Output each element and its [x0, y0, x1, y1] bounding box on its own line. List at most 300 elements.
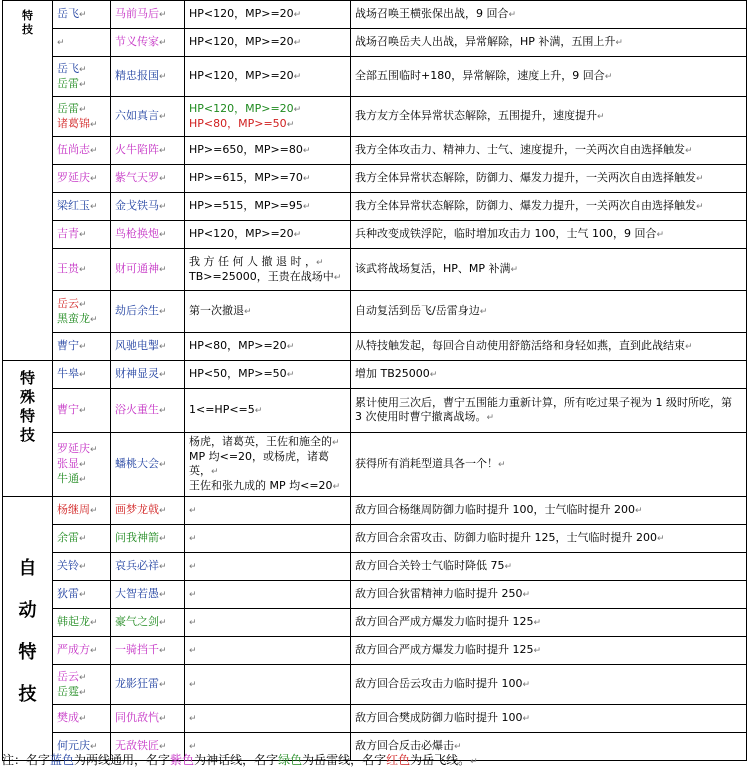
paragraph-mark-icon: ↵ [533, 646, 542, 656]
paragraph-mark-icon: ↵ [159, 174, 167, 184]
skill-effect-cell [351, 637, 747, 665]
paragraph-mark-icon: ↵ [510, 265, 519, 275]
paragraph-mark-icon: ↵ [79, 265, 87, 275]
paragraph-mark-icon: ↵ [189, 506, 197, 516]
trigger-condition-cell [185, 97, 351, 137]
skill-name-cell [111, 57, 185, 97]
table-row [3, 137, 747, 165]
skill-effect: 敌方回合反击必爆击 [355, 739, 454, 752]
general-name: 曹宁 [57, 403, 79, 416]
skill-name: 风驰电掣 [115, 339, 159, 352]
paragraph-mark-icon: ↵ [498, 460, 506, 470]
skill-name-cell [111, 389, 185, 433]
skill-name-cell [111, 249, 185, 291]
paragraph-mark-icon: ↵ [159, 714, 167, 724]
general-name: 岳飞 [57, 7, 79, 20]
table-row [3, 193, 747, 221]
general-name: 余雷 [57, 531, 79, 544]
paragraph-mark-icon: ↵ [634, 506, 643, 516]
general-name-cell [53, 291, 111, 333]
trigger-condition: HP<120，MP>=20 [189, 69, 294, 82]
paragraph-mark-icon: ↵ [79, 406, 87, 416]
paragraph-mark-icon: ↵ [159, 460, 167, 470]
paragraph-mark-icon: ↵ [90, 174, 98, 184]
skill-effect-cell [351, 57, 747, 97]
skill-name-cell [111, 705, 185, 733]
paragraph-mark-icon: ↵ [293, 10, 302, 20]
skill-effect: 敌方回合严成方爆发力临时提升 125 [355, 615, 534, 628]
trigger-condition-cell [185, 665, 351, 705]
trigger-condition-cell [185, 609, 351, 637]
skill-effect: 自动复活到岳飞/岳雷身边 [355, 304, 480, 317]
skill-name: 豪气之剑 [115, 615, 159, 628]
trigger-condition: 杨虎，诸葛英，王佐和施全的 [189, 435, 332, 448]
table-row [3, 389, 747, 433]
paragraph-mark-icon: ↵ [79, 687, 87, 698]
trigger-condition-cell [185, 29, 351, 57]
trigger-condition-cell [185, 361, 351, 389]
skill-name: 节义传家 [115, 35, 159, 48]
skill-effect-cell [351, 291, 747, 333]
paragraph-mark-icon: ↵ [685, 342, 693, 352]
legend-note-part: 绿色 [278, 753, 303, 767]
paragraph-mark-icon: ↵ [159, 590, 167, 600]
skill-name: 精忠报国 [115, 69, 159, 82]
paragraph-mark-icon: ↵ [79, 590, 87, 600]
table-row [3, 497, 747, 525]
paragraph-mark-icon: ↵ [159, 506, 167, 516]
skill-name-cell [111, 525, 185, 553]
trigger-condition-cell [185, 249, 351, 291]
paragraph-mark-icon: ↵ [79, 370, 87, 380]
general-name-cell [53, 165, 111, 193]
general-name-cell [53, 193, 111, 221]
paragraph-mark-icon: ↵ [79, 534, 87, 544]
skill-name: 劫后余生 [115, 304, 159, 317]
skill-effect: 获得所有消耗型道具各一个！ [355, 457, 498, 470]
section-title-char: 技 [22, 23, 33, 36]
skill-effect-cell [351, 1, 747, 29]
general-name: 吉青 [57, 227, 79, 240]
skill-effect-cell [351, 29, 747, 57]
skill-name-cell [111, 637, 185, 665]
paragraph-mark-icon: ↵ [79, 672, 87, 683]
general-name: 牛皋 [57, 367, 79, 380]
trigger-condition-cell [185, 1, 351, 29]
table-row [3, 705, 747, 733]
paragraph-mark-icon: ↵ [479, 307, 488, 317]
general-name-cell [53, 665, 111, 705]
general-name-cell [53, 637, 111, 665]
skill-effect: 战场召唤岳夫人出战，异常解除，HP 补满，五围上升 [355, 35, 616, 48]
paragraph-mark-icon: ↵ [79, 299, 87, 310]
general-name-cell [53, 361, 111, 389]
skill-effect-cell [351, 97, 747, 137]
general-name: 岳云 [57, 669, 79, 683]
legend-note-part: 紫色 [170, 753, 195, 767]
skill-name: 一骑挡千 [115, 643, 159, 656]
paragraph-mark-icon: ↵ [90, 119, 98, 130]
section-title-char: 技 [19, 426, 35, 444]
paragraph-mark-icon: ↵ [79, 79, 87, 90]
skill-effect-cell [351, 497, 747, 525]
paragraph-mark-icon: ↵ [159, 742, 167, 752]
skill-name: 龙影狂雷 [115, 677, 159, 690]
skill-effect: 我方全体攻击力、精神力、士气、速度提升，一关两次自由选择触发 [355, 143, 685, 156]
general-name: 关铃 [57, 559, 79, 572]
table-row [3, 609, 747, 637]
skill-name: 大智若愚 [115, 587, 159, 600]
paragraph-mark-icon: ↵ [302, 202, 311, 212]
paragraph-mark-icon: ↵ [189, 534, 197, 544]
general-name: 黑蛮龙 [57, 311, 90, 325]
trigger-condition-cell [185, 333, 351, 361]
paragraph-mark-icon: ↵ [90, 742, 98, 752]
skill-effect: 增加 TB25000 [355, 367, 430, 380]
table-row [3, 581, 747, 609]
trigger-condition-cell [185, 581, 351, 609]
skill-name-cell [111, 361, 185, 389]
skill-effect: 战场召唤王横张保出战，9 回合 [355, 7, 509, 20]
legend-note-part: 为两线通用，名字 [74, 753, 171, 767]
table-row [3, 1, 747, 29]
skill-effect-cell [351, 433, 747, 497]
legend-note-part: 为岳雷线，名字 [302, 753, 387, 767]
trigger-condition-cell [185, 433, 351, 497]
trigger-condition-cell [185, 193, 351, 221]
skill-name-cell [111, 193, 185, 221]
skill-effect-cell [351, 525, 747, 553]
skill-name-cell [111, 609, 185, 637]
trigger-condition: 第一次撤退 [189, 304, 244, 317]
trigger-condition-cell [185, 389, 351, 433]
paragraph-mark-icon: ↵ [159, 38, 167, 48]
general-name: 狄雷 [57, 587, 79, 600]
paragraph-mark-icon: ↵ [293, 72, 302, 82]
paragraph-mark-icon: ↵ [286, 370, 295, 380]
paragraph-mark-icon: ↵ [522, 714, 531, 724]
section-title [3, 1, 53, 361]
paragraph-mark-icon: ↵ [159, 230, 167, 240]
skill-name: 蟠桃大会 [115, 457, 159, 470]
table-row [3, 665, 747, 705]
table-row [3, 333, 747, 361]
trigger-condition: TB>=25000，王贵在战场中 [189, 269, 334, 283]
skill-name: 问我神箭 [115, 531, 159, 544]
paragraph-mark-icon: ↵ [90, 506, 98, 516]
paragraph-mark-icon: ↵ [90, 202, 98, 212]
skill-name: 财神显灵 [115, 367, 159, 380]
table-row [3, 97, 747, 137]
skill-name: 紫气天罗 [115, 171, 159, 184]
skill-name: 无敌铁匠 [115, 739, 159, 752]
general-name: 梁红玉 [57, 199, 90, 212]
skill-name-cell [111, 497, 185, 525]
trigger-condition: HP>=615，MP>=70 [189, 171, 303, 184]
skill-name: 六如真言 [115, 109, 159, 122]
general-name-cell [53, 389, 111, 433]
general-name: 岳霆 [57, 684, 79, 698]
paragraph-mark-icon: ↵ [159, 646, 167, 656]
trigger-condition-cell [185, 705, 351, 733]
paragraph-mark-icon: ↵ [159, 370, 167, 380]
general-name: 牛通 [57, 472, 79, 485]
paragraph-mark-icon: ↵ [90, 146, 98, 156]
skill-effect-cell [351, 361, 747, 389]
section-title-char: 特 [18, 641, 37, 663]
general-name: 曹宁 [57, 339, 79, 352]
paragraph-mark-icon: ↵ [696, 202, 704, 212]
skill-effect: 累计使用三次后，曹宁五围能力重新计算，所有吃过果子视为 1 级时所吃，第 3 次使用时曹宁撤离战场。 [355, 396, 732, 423]
paragraph-mark-icon: ↵ [211, 467, 219, 477]
paragraph-mark-icon: ↵ [90, 314, 98, 325]
trigger-condition: 1<=HP<=5 [189, 403, 255, 416]
skill-effect: 敌方回合岳云攻击力临时提升 100 [355, 677, 523, 690]
table-row [3, 433, 747, 497]
general-name: 伍尚志 [57, 143, 90, 156]
general-name: 岳雷 [57, 101, 79, 115]
paragraph-mark-icon: ↵ [189, 680, 197, 690]
skill-name-cell [111, 581, 185, 609]
paragraph-mark-icon: ↵ [615, 38, 623, 48]
paragraph-mark-icon: ↵ [332, 438, 340, 448]
paragraph-mark-icon: ↵ [159, 307, 167, 317]
trigger-condition: HP<120，MP>=20 [189, 35, 294, 48]
general-name: 何元庆 [57, 739, 90, 752]
skill-name-cell [111, 433, 185, 497]
paragraph-mark-icon: ↵ [656, 230, 665, 240]
section-title [3, 497, 53, 761]
trigger-condition: 王佐和张九成的 MP 均<=20 [189, 479, 333, 492]
general-name-cell [53, 137, 111, 165]
skill-effect: 我方友方全体异常状态解除，五围提升，速度提升 [355, 109, 597, 122]
paragraph-mark-icon: ↵ [79, 342, 87, 352]
table-row [3, 291, 747, 333]
paragraph-mark-icon: ↵ [189, 742, 197, 752]
paragraph-mark-icon: ↵ [254, 406, 263, 416]
legend-note-part: 红色 [386, 753, 411, 767]
general-name-cell [53, 609, 111, 637]
general-name-cell [53, 497, 111, 525]
trigger-condition: HP<120，MP>=20 [189, 227, 294, 240]
skill-name: 画梦龙戟 [115, 503, 159, 516]
paragraph-mark-icon: ↵ [79, 714, 87, 724]
paragraph-mark-icon: ↵ [508, 10, 517, 20]
skill-effect-cell [351, 193, 747, 221]
skill-name-cell [111, 165, 185, 193]
skill-effect: 该武将战场复活，HP、MP 补满 [355, 262, 511, 275]
section-title-char: 特 [22, 9, 33, 22]
skill-effect-cell [351, 221, 747, 249]
paragraph-mark-icon: ↵ [286, 119, 295, 130]
paragraph-mark-icon: ↵ [159, 72, 167, 82]
skill-name-cell [111, 553, 185, 581]
trigger-condition: HP>=515，MP>=95 [189, 199, 303, 212]
trigger-condition-cell [185, 57, 351, 97]
skill-name: 火牛陷阵 [115, 143, 159, 156]
paragraph-mark-icon: ↵ [429, 370, 438, 380]
paragraph-mark-icon: ↵ [685, 146, 693, 156]
skill-name-cell [111, 333, 185, 361]
paragraph-mark-icon: ↵ [696, 174, 704, 184]
skill-name-cell [111, 291, 185, 333]
skill-effect-cell [351, 249, 747, 291]
paragraph-mark-icon: ↵ [90, 445, 98, 455]
legend-note-part: 注：名字 [2, 753, 51, 767]
paragraph-mark-icon: ↵ [159, 202, 167, 212]
skill-effect: 敌方回合杨继周防御力临时提升 100，士气临时提升 200 [355, 503, 635, 516]
general-name: 罗延庆 [57, 442, 90, 455]
skill-effect: 我方全体异常状态解除，防御力、爆发力提升，一关两次自由选择触发 [355, 199, 696, 212]
section-title-char: 殊 [19, 388, 35, 406]
paragraph-mark-icon: ↵ [79, 562, 87, 572]
skill-name-cell [111, 97, 185, 137]
table-row [3, 221, 747, 249]
skill-name: 浴火重生 [115, 403, 159, 416]
skill-name: 同仇敌忾 [115, 711, 159, 724]
paragraph-mark-icon: ↵ [79, 460, 87, 470]
skill-effect: 敌方回合樊成防御力临时提升 100 [355, 711, 523, 724]
paragraph-mark-icon: ↵ [159, 680, 167, 690]
paragraph-mark-icon: ↵ [189, 618, 197, 628]
paragraph-mark-icon: ↵ [597, 112, 605, 122]
skill-effect: 全部五围临时+180，异常解除，速度上升，9 回合 [355, 69, 605, 82]
general-name: 韩起龙 [57, 615, 90, 628]
general-name: 王贵 [57, 262, 79, 275]
paragraph-mark-icon: ↵ [79, 230, 87, 240]
paragraph-mark-icon: ↵ [159, 406, 167, 416]
trigger-condition-cell [185, 553, 351, 581]
trigger-condition: 我 方 任 何 人 撤 退 时 ， [189, 254, 316, 268]
general-name: 张显 [57, 457, 79, 470]
general-name: 岳飞 [57, 61, 79, 75]
skill-name: 财可通神 [115, 262, 159, 275]
trigger-condition-cell [185, 637, 351, 665]
paragraph-mark-icon: ↵ [90, 618, 98, 628]
skill-effect-cell [351, 389, 747, 433]
paragraph-mark-icon: ↵ [604, 72, 613, 82]
table-row [3, 29, 747, 57]
table-row [3, 57, 747, 97]
paragraph-mark-icon: ↵ [79, 10, 87, 20]
table-row [3, 165, 747, 193]
skill-effect-cell [351, 553, 747, 581]
skills-table [2, 0, 747, 761]
skill-name: 鸟枪换炮 [115, 227, 159, 240]
skill-effect: 从特技触发起，每回合自动使用舒筋活络和身轻如燕，直到此战结束 [355, 339, 685, 352]
general-name-cell [53, 97, 111, 137]
paragraph-mark-icon: ↵ [159, 618, 167, 628]
table-row [3, 553, 747, 581]
table-row [3, 361, 747, 389]
paragraph-mark-icon: ↵ [293, 104, 302, 115]
paragraph-mark-icon: ↵ [454, 742, 462, 752]
table-row [3, 637, 747, 665]
legend-note-part: 为神话线，名字 [194, 753, 279, 767]
skill-name-cell [111, 221, 185, 249]
paragraph-mark-icon: ↵ [189, 562, 197, 572]
trigger-condition: HP>=650，MP>=80 [189, 143, 303, 156]
general-name-cell [53, 221, 111, 249]
paragraph-mark-icon: ↵ [522, 680, 531, 690]
trigger-condition-cell [185, 137, 351, 165]
paragraph-mark-icon: ↵ [293, 38, 302, 48]
trigger-condition: HP<120，MP>=20 [189, 7, 294, 20]
section-title-char: 技 [18, 683, 37, 705]
general-name-cell [53, 1, 111, 29]
skill-effect-cell [351, 137, 747, 165]
table-row [3, 249, 747, 291]
trigger-condition: MP 均<=20，或杨虎，诸葛英， [189, 450, 330, 477]
general-name-cell [53, 705, 111, 733]
skill-effect: 敌方回合狄雷精神力临时提升 250 [355, 587, 523, 600]
paragraph-mark-icon: ↵ [302, 146, 311, 156]
trigger-condition-cell [185, 165, 351, 193]
general-name: 诸葛锦 [57, 116, 90, 130]
paragraph-mark-icon: ↵ [57, 38, 65, 48]
skill-effect: 我方全体异常状态解除，防御力、爆发力提升，一关两次自由选择触发 [355, 171, 696, 184]
skill-name: 金戈铁马 [115, 199, 159, 212]
paragraph-mark-icon: ↵ [486, 413, 495, 423]
paragraph-mark-icon: ↵ [159, 534, 167, 544]
general-name: 严成方 [57, 643, 90, 656]
general-name-cell [53, 57, 111, 97]
paragraph-mark-icon: ↵ [79, 104, 87, 115]
trigger-condition-cell [185, 221, 351, 249]
section-title-char: 特 [19, 407, 35, 425]
legend-note-part: 为岳飞线。 [410, 753, 471, 767]
general-name-cell [53, 29, 111, 57]
trigger-condition-cell [185, 525, 351, 553]
general-name: 樊成 [57, 711, 79, 724]
paragraph-mark-icon: ↵ [293, 230, 302, 240]
section-title [3, 361, 53, 497]
skill-name-cell [111, 1, 185, 29]
skill-effect-cell [351, 165, 747, 193]
general-name: 岳雷 [57, 76, 79, 90]
trigger-condition: HP<120，MP>=20 [189, 101, 294, 115]
general-name-cell [53, 333, 111, 361]
trigger-condition: HP<50，MP>=50 [189, 367, 287, 380]
section-title-char: 动 [18, 599, 37, 621]
paragraph-mark-icon: ↵ [286, 342, 295, 352]
general-name: 杨继周 [57, 503, 90, 516]
general-name-cell [53, 433, 111, 497]
general-name-cell [53, 249, 111, 291]
skill-effect-cell [351, 665, 747, 705]
skill-effect-cell [351, 581, 747, 609]
table-row [3, 525, 747, 553]
trigger-condition: HP<80，MP>=20 [189, 339, 287, 352]
paragraph-mark-icon: ↵ [159, 112, 167, 122]
general-name: 岳云 [57, 296, 79, 310]
trigger-condition-cell [185, 291, 351, 333]
skill-effect-cell [351, 333, 747, 361]
skill-effect: 敌方回合余雷攻击、防御力临时提升 125，士气临时提升 200 [355, 531, 657, 544]
section-title-char: 特 [19, 369, 35, 387]
paragraph-mark-icon: ↵ [302, 174, 311, 184]
paragraph-mark-icon: ↵ [504, 562, 513, 572]
paragraph-mark-icon: ↵ [189, 646, 197, 656]
paragraph-mark-icon: ↵ [333, 272, 342, 283]
legend-note-part: 蓝色 [50, 753, 75, 767]
color-legend-note [2, 753, 478, 770]
paragraph-mark-icon: ↵ [90, 646, 98, 656]
paragraph-mark-icon: ↵ [159, 265, 167, 275]
skill-name: 哀兵必祥 [115, 559, 159, 572]
paragraph-mark-icon: ↵ [244, 307, 252, 317]
general-name: 罗延庆 [57, 171, 90, 184]
